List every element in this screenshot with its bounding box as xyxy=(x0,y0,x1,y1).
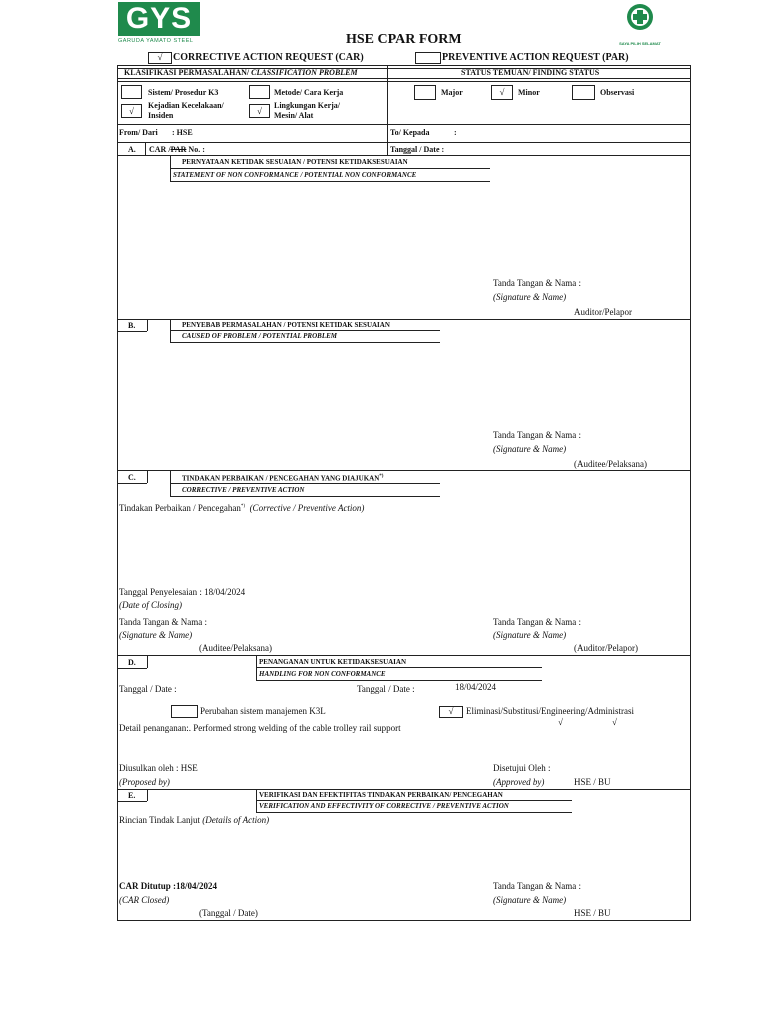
approved-by-label: Disetujui Oleh : xyxy=(493,763,551,773)
section-e-sign-label: Tanda Tangan & Nama : xyxy=(493,881,582,891)
section-b-sign-label: Tanda Tangan & Nama : xyxy=(493,430,582,440)
label-observasi: Observasi xyxy=(600,88,635,97)
section-c-letter: C. xyxy=(128,473,136,482)
section-a-letter: A. xyxy=(128,145,136,154)
section-e-letter: E. xyxy=(128,791,136,800)
label-minor: Minor xyxy=(518,88,540,97)
car-closed-label: CAR Ditutup :18/04/2024 xyxy=(119,881,218,891)
section-c-sign-right-en: (Signature & Name) xyxy=(493,630,567,640)
gys-logo-mark: GYS xyxy=(118,2,200,36)
label-lingkungan: Lingkungan Kerja/ Mesin/ Alat xyxy=(274,101,341,120)
from-value: : HSE xyxy=(172,128,193,137)
to-label: To/ Kepada xyxy=(390,128,430,137)
section-a-date: Tanggal / Date : xyxy=(390,145,445,154)
section-a-sign-label-en: (Signature & Name) xyxy=(493,292,567,302)
label-perubahan-sistem: Perubahan sistem manajemen K3L xyxy=(200,706,326,716)
label-metode: Metode/ Cara Kerja xyxy=(274,88,344,97)
section-c-closing-label: Tanggal Penyelesaian : 18/04/2024 xyxy=(119,587,246,597)
section-a-subtitle: STATEMENT OF NON CONFORMANCE / POTENTIAL NON CONFORMANCE xyxy=(173,171,417,179)
gys-logo xyxy=(118,2,202,46)
section-d-date-right: Tanggal / Date : xyxy=(357,684,415,694)
gys-logo-subtitle: GARUDA YAMATO STEEL xyxy=(118,38,194,44)
frame-bottom xyxy=(117,920,691,921)
page-title: HSE CPAR FORM xyxy=(346,32,462,47)
details-of-action-label: Rincian Tindak Lanjut (Details of Action) xyxy=(119,815,270,825)
from-label: From/ Dari xyxy=(119,128,158,137)
section-d-subtitle: HANDLING FOR NON CONFORMANCE xyxy=(259,670,386,678)
section-c-action-label: Tindakan Perbaikan / Pencegahan*) (Corrective / Preventive Action) xyxy=(119,503,365,513)
section-c-role-right: (Auditor/Pelapor) xyxy=(574,643,638,653)
section-b-title: PENYEBAB PERMASALAHAN / POTENSI KETIDAK SESUAIAN xyxy=(182,321,390,329)
safety-logo-text: SAYA PILIH SELAMAT xyxy=(619,41,661,46)
par-checkbox[interactable] xyxy=(415,52,441,64)
check-mark-a: √ xyxy=(558,717,563,727)
section-b-role: (Auditee/Pelaksana) xyxy=(574,459,647,469)
section-b-subtitle: CAUSED OF PROBLEM / POTENTIAL PROBLEM xyxy=(182,332,337,340)
section-b-sign-label-en: (Signature & Name) xyxy=(493,444,567,454)
checkbox-perubahan-sistem[interactable] xyxy=(171,705,198,718)
handling-detail: Detail penanganan:. Performed strong welding of the cable trolley rail support xyxy=(119,723,401,733)
section-c-title: TINDAKAN PERBAIKAN / PENCEGAHAN YANG DIAJUKAN*) xyxy=(182,474,384,483)
section-c-closing-label-en: (Date of Closing) xyxy=(119,600,182,610)
section-e-title: VERIFIKASI DAN EFEKTIFITAS TINDAKAN PERBAIKAN/ PENCEGAHAN xyxy=(259,791,503,799)
section-d-letter: D. xyxy=(128,658,136,667)
checkbox-eliminasi[interactable]: √ xyxy=(439,706,463,718)
proposed-by-label: Diusulkan oleh : HSE xyxy=(119,763,198,773)
label-kejadian: Kejadian Kecelakaan/ Insiden xyxy=(148,101,224,120)
check-mark-b: √ xyxy=(612,717,617,727)
checkbox-minor[interactable]: √ xyxy=(491,85,513,100)
checkbox-metode[interactable] xyxy=(249,85,270,99)
section-e-sign-label-en: (Signature & Name) xyxy=(493,895,567,905)
frame-left xyxy=(117,65,118,920)
label-eliminasi: Eliminasi/Substitusi/Engineering/Administrasi xyxy=(466,706,634,716)
section-c-role-left: (Auditee/Pelaksana) xyxy=(199,643,272,653)
checkbox-observasi[interactable] xyxy=(572,85,595,100)
section-a-sign-label: Tanda Tangan & Nama : xyxy=(493,278,582,288)
frame-right xyxy=(690,65,691,920)
proposed-by-label-en: (Proposed by) xyxy=(119,777,170,787)
safety-logo xyxy=(618,2,662,46)
section-c-sign-left: Tanda Tangan & Nama : xyxy=(119,617,208,627)
section-a-role: Auditor/Pelapor xyxy=(574,307,632,317)
approved-by-label-en: (Approved by) xyxy=(493,777,545,787)
checkbox-lingkungan[interactable]: √ xyxy=(249,104,270,118)
checkbox-kejadian[interactable]: √ xyxy=(121,104,142,118)
label-major: Major xyxy=(441,88,463,97)
section-c-subtitle: CORRECTIVE / PREVENTIVE ACTION xyxy=(182,486,305,494)
checkbox-sistem-prosedur[interactable] xyxy=(121,85,142,99)
car-closed-date-hint: (Tanggal / Date) xyxy=(199,908,258,918)
section-d-date-left: Tanggal / Date : xyxy=(119,684,177,694)
safety-cross-icon xyxy=(618,2,662,36)
car-label: CORRECTIVE ACTION REQUEST (CAR) xyxy=(173,52,364,63)
status-heading: STATUS TEMUAN/ FINDING STATUS xyxy=(461,68,600,77)
section-b-letter: B. xyxy=(128,321,136,330)
checkbox-major[interactable] xyxy=(414,85,436,100)
section-c-sign-left-en: (Signature & Name) xyxy=(119,630,193,640)
car-par-number: CAR /PAR No. : xyxy=(149,145,205,154)
car-closed-label-en: (CAR Closed) xyxy=(119,895,170,905)
approved-by-value: HSE / BU xyxy=(574,777,611,787)
section-e-role: HSE / BU xyxy=(574,908,611,918)
section-c-sign-right: Tanda Tangan & Nama : xyxy=(493,617,582,627)
label-sistem-prosedur: Sistem/ Prosedur K3 xyxy=(148,88,219,97)
par-label: PREVENTIVE ACTION REQUEST (PAR) xyxy=(442,52,629,63)
section-e-subtitle: VERIFICATION AND EFFECTIVITY OF CORRECTIVE / PREVENTIVE ACTION xyxy=(259,802,509,810)
classification-heading: KLASIFIKASI PERMASALAHAN/ CLASSIFICATION PROBLEM xyxy=(124,68,358,77)
car-checkbox[interactable]: √ xyxy=(148,52,172,64)
to-value: : xyxy=(454,128,457,137)
section-a-title: PERNYATAAN KETIDAK SESUAIAN / POTENSI KETIDAKSESUAIAN xyxy=(182,158,408,166)
section-d-date-value: 18/04/2024 xyxy=(455,682,497,692)
section-d-title: PENANGANAN UNTUK KETIDAKSESUAIAN xyxy=(259,658,407,666)
